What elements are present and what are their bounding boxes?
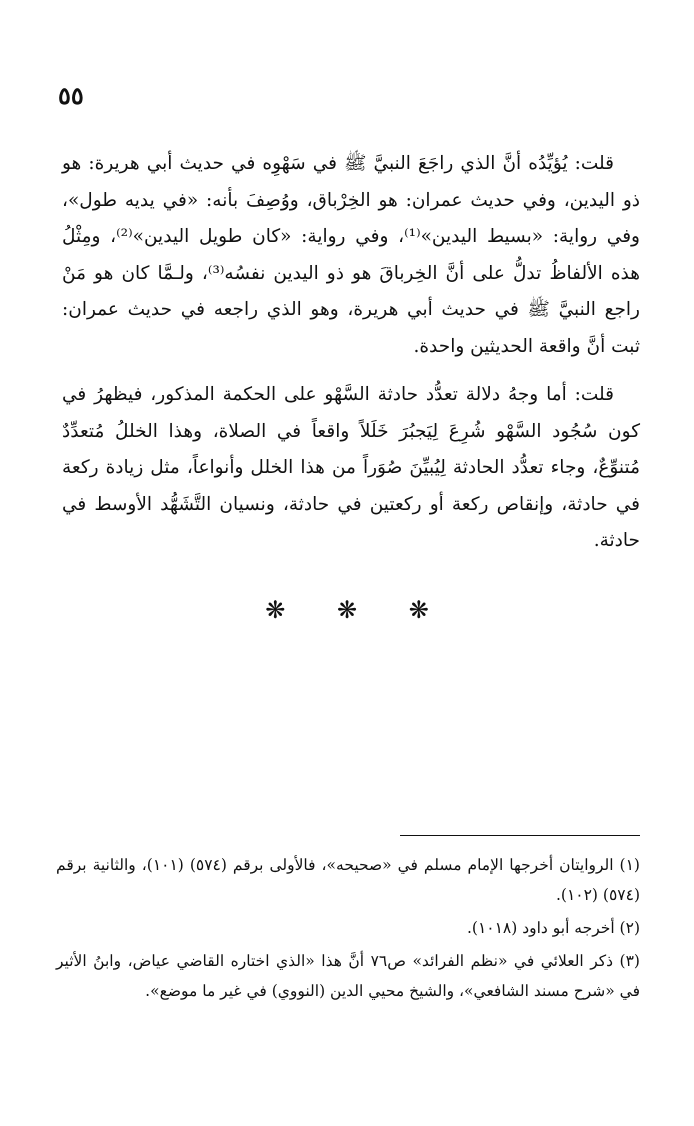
footnote-divider — [400, 835, 640, 836]
star-ornament-icon: ❋ — [265, 596, 286, 624]
main-text — [62, 146, 640, 560]
paragraph: قلت: أما وجهُ دلالة تعدُّد حادثة السَّهْو على الحكمة المذكور، فيظهرُ في كون سُجُود السَّهْو شُرِعَ لِيَجبُرَ خَلَلاً واقعاً في الصلاة، وهذا الخللُ مُتعدِّدٌ مُتنوِّعٌ، وجاء تعدُّد الحادثة لِيُبيِّنَ صُوَراً من هذا الخلل وأنواعاً، مثل زيادة ركعة في حادثة، وإنقاص ركعة أو ركعتين في حادثة، ونسيان التَّشَهُّد الأوسط في حادثة. — [62, 384, 640, 551]
star-ornament-icon: ❋ — [336, 596, 358, 624]
section-separator — [0, 598, 694, 622]
star-ornament-icon: ❋ — [408, 596, 429, 624]
footnote: (٢) أخرجه أبو داود (١٠١٨). — [466, 919, 640, 937]
footnotes — [56, 850, 640, 1006]
footnote: (١) الروايتان أخرجها الإمام مسلم في «صحيحه»، فالأولى برقم (٥٧٤) (١٠١)، والثانية برقم (٥٧٤) (١٠٢). — [56, 856, 640, 904]
footnote: (٣) ذكر العلائي في «نظم الفرائد» ص٧٦ أنَّ هذا «الذي اختاره القاضي عياض، وابنُ الأثير في «شرح مسند الشافعي»، والشيخ محيي الدين (النووي) في غير ما موضع». — [56, 952, 640, 1000]
paragraph: قلت: يُؤيِّدُه أنَّ الذي راجَعَ النبيَّ ﷺ في سَهْوِه في حديث أبي هريرة: هو ذو اليدين، وفي حديث عمران: هو الخِرْباق، ووُصِفَ بأنه: «في يديه طول»، وفي رواية: «بسيط اليدين»⁽¹⁾، وفي رواية: «كان طويل اليدين»⁽²⁾، ومِثْلُ هذه الألفاظُ تدلُّ على أنَّ الخِرباقَ هو ذو اليدين نفسُه⁽³⁾، ولـمَّا كان هو مَنْ راجع النبيَّ ﷺ في حديث أبي هريرة، وهو الذي راجعه في حديث عمران: ثبت أنَّ واقعة الحديثين واحدة. — [62, 153, 641, 357]
page-number: ٥٥ — [58, 81, 84, 110]
